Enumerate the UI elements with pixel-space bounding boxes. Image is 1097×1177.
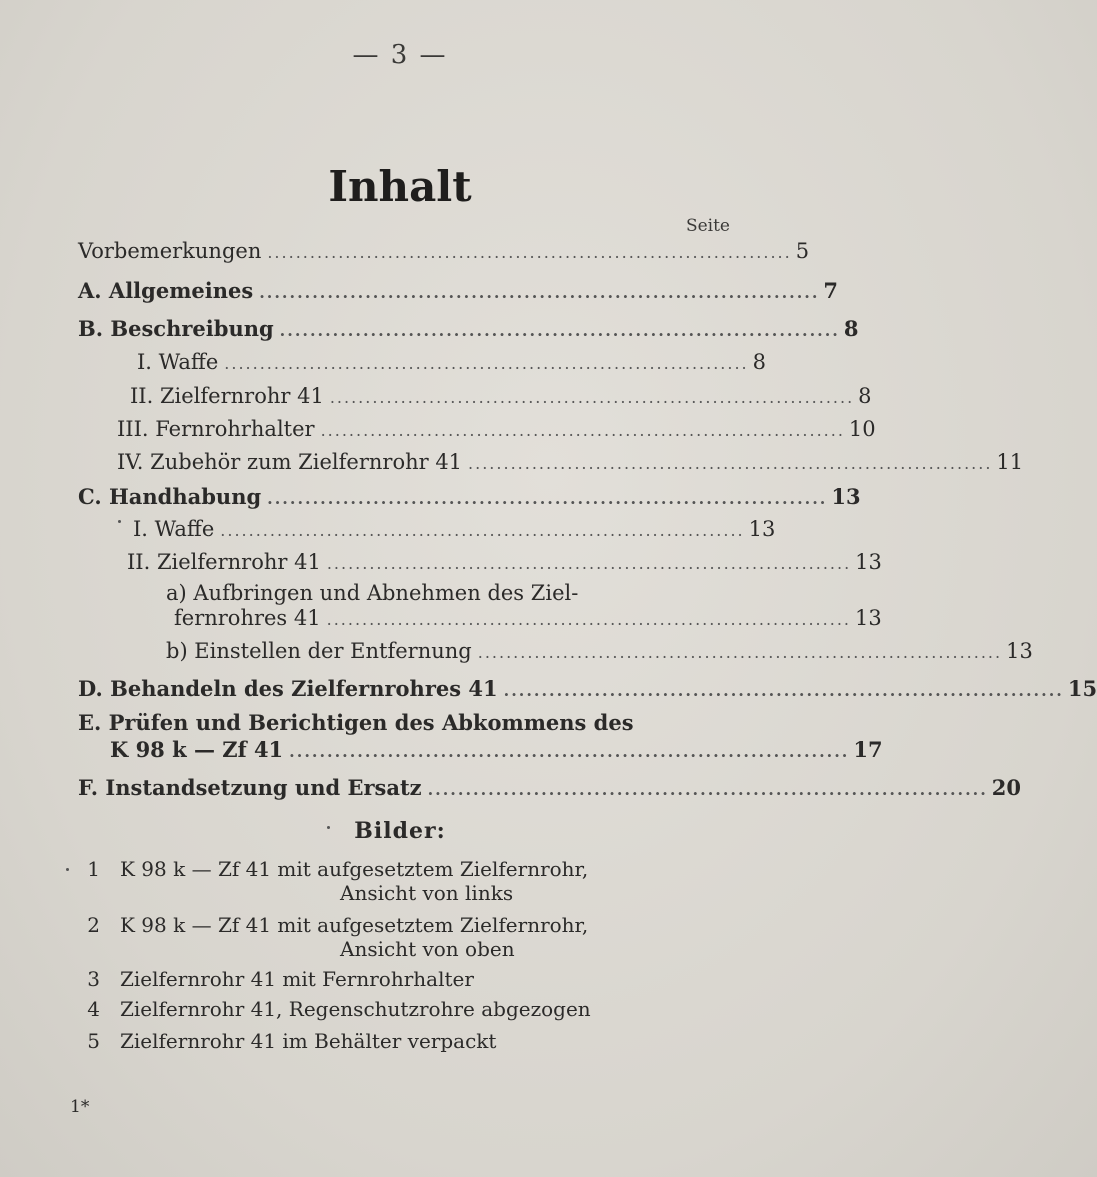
- figure-number: 1: [87, 857, 100, 881]
- toc-entry-label: Vorbemerkungen: [78, 239, 262, 263]
- page-title: Inhalt: [328, 162, 472, 211]
- toc-entry-label: C. Handhabung: [78, 484, 262, 509]
- leader-dots: ..........................................................................: [279, 321, 840, 340]
- toc-entry-page: 8: [858, 384, 872, 408]
- figure-item: [60, 856, 588, 882]
- figure-number: 2: [87, 913, 100, 937]
- figure-caption: Zielfernrohr 41 mit Fernrohrhalter: [120, 967, 474, 991]
- toc-entry-label: II. Zielfernrohr 41: [130, 384, 324, 408]
- leader-dots: ..........................................................................: [427, 780, 988, 799]
- toc-entry-e: [110, 737, 883, 765]
- toc-entry-label: I. Waffe: [133, 517, 215, 541]
- toc-entry-label: b) Einstellen der Entfernung: [166, 639, 472, 663]
- leader-dots: ..........................................................................: [326, 554, 852, 573]
- toc-entry-page: 15: [1067, 676, 1097, 701]
- toc-entry-b3: [117, 416, 876, 444]
- leader-dots: ..........................................................................: [224, 354, 749, 373]
- toc-entry-e-line1: E. Prüfen und Berichtigen des Abkommens des: [78, 710, 634, 735]
- leader-dots: ..........................................................................: [326, 610, 851, 629]
- toc-entry-label: II. Zielfernrohr 41: [127, 550, 321, 574]
- toc-entry-page: 8: [843, 316, 859, 341]
- toc-entry-a: [78, 278, 839, 306]
- toc-entry-page: 17: [853, 737, 883, 762]
- print-speck: [66, 868, 69, 871]
- toc-entry-b: [78, 316, 859, 344]
- toc-entry-vorbemerkungen: [78, 238, 810, 266]
- toc-entry-page: 8: [752, 350, 767, 374]
- toc-entry-label: I. Waffe: [137, 350, 219, 374]
- leader-dots: ..........................................................................: [267, 489, 828, 508]
- figure-caption: K 98 k — Zf 41 mit aufgesetztem Zielfernrohr,: [120, 913, 589, 937]
- toc-entry-b4: [117, 449, 1024, 477]
- toc-entry-page: 13: [748, 517, 776, 541]
- toc-entry-page: 7: [823, 278, 839, 303]
- toc-entry-c2b: [166, 638, 1033, 666]
- toc-entry-d: [78, 676, 1097, 704]
- toc-entry-page: 11: [996, 450, 1024, 474]
- figure-number: 3: [87, 967, 100, 991]
- toc-entry-label: F. Instandsetzung und Ersatz: [78, 775, 422, 800]
- toc-entry-page: 20: [991, 775, 1022, 800]
- leader-dots: ..........................................................................: [329, 388, 855, 407]
- figure-number: 5: [87, 1029, 100, 1053]
- toc-entry-page: 10: [848, 417, 876, 441]
- toc-entry-page: 13: [854, 606, 882, 630]
- toc-entry-c: [78, 484, 861, 512]
- figure-caption: Zielfernrohr 41, Regenschutzrohre abgezogen: [120, 997, 591, 1021]
- leader-dots: ..........................................................................: [320, 421, 845, 440]
- figure-item: [60, 912, 588, 938]
- figure-caption: K 98 k — Zf 41 mit aufgesetztem Zielfernrohr,: [120, 857, 589, 881]
- signature-mark: 1*: [70, 1097, 90, 1117]
- leader-dots: ..........................................................................: [220, 521, 745, 540]
- figure-item: [60, 966, 474, 992]
- toc-entry-page: 5: [795, 239, 810, 263]
- print-speck: [327, 826, 330, 829]
- toc-entry-c2a: [174, 605, 882, 633]
- figures-heading: Bilder:: [354, 818, 446, 844]
- figure-number: 4: [87, 997, 100, 1021]
- figure-caption-continued: Ansicht von links: [340, 881, 514, 905]
- toc-entry-b2: [130, 383, 872, 411]
- toc-entry-page: 13: [855, 550, 882, 574]
- figure-caption-continued: Ansicht von oben: [340, 937, 515, 961]
- page-number: — 3 —: [352, 40, 448, 70]
- leader-dots: ..........................................................................: [289, 742, 850, 761]
- toc-entry-c2a-line1: a) Aufbringen und Abnehmen des Ziel-: [166, 581, 579, 605]
- toc-entry-label: III. Fernrohrhalter: [117, 417, 315, 441]
- figure-caption: Zielfernrohr 41 im Behälter verpackt: [120, 1029, 497, 1053]
- toc-entry-label: IV. Zubehör zum Zielfernrohr 41: [117, 450, 463, 474]
- toc-entry-c2: [127, 549, 882, 577]
- toc-entry-f: [78, 775, 1022, 803]
- figure-item: [60, 996, 591, 1022]
- toc-entry-label: D. Behandeln des Zielfernrohres 41: [78, 676, 498, 701]
- toc-entry-b1: [137, 349, 767, 377]
- toc-entry-page: 13: [831, 484, 861, 509]
- page-column-label: Seite: [685, 216, 730, 236]
- toc-entry-label: fernrohres 41: [174, 606, 321, 630]
- leader-dots: ..........................................................................: [259, 283, 820, 302]
- toc-entry-label: A. Allgemeines: [78, 278, 254, 303]
- leader-dots: ..........................................................................: [267, 243, 792, 262]
- toc-entry-page: 13: [1006, 639, 1033, 663]
- print-speck: [118, 520, 121, 523]
- leader-dots: ..........................................................................: [468, 454, 993, 473]
- leader-dots: ..........................................................................: [503, 681, 1064, 700]
- toc-entry-label: K 98 k — Zf 41: [110, 737, 284, 762]
- toc-entry-label: B. Beschreibung: [78, 316, 274, 341]
- leader-dots: ..........................................................................: [477, 643, 1003, 662]
- figure-item: [60, 1028, 496, 1054]
- toc-entry-c1: [133, 516, 776, 544]
